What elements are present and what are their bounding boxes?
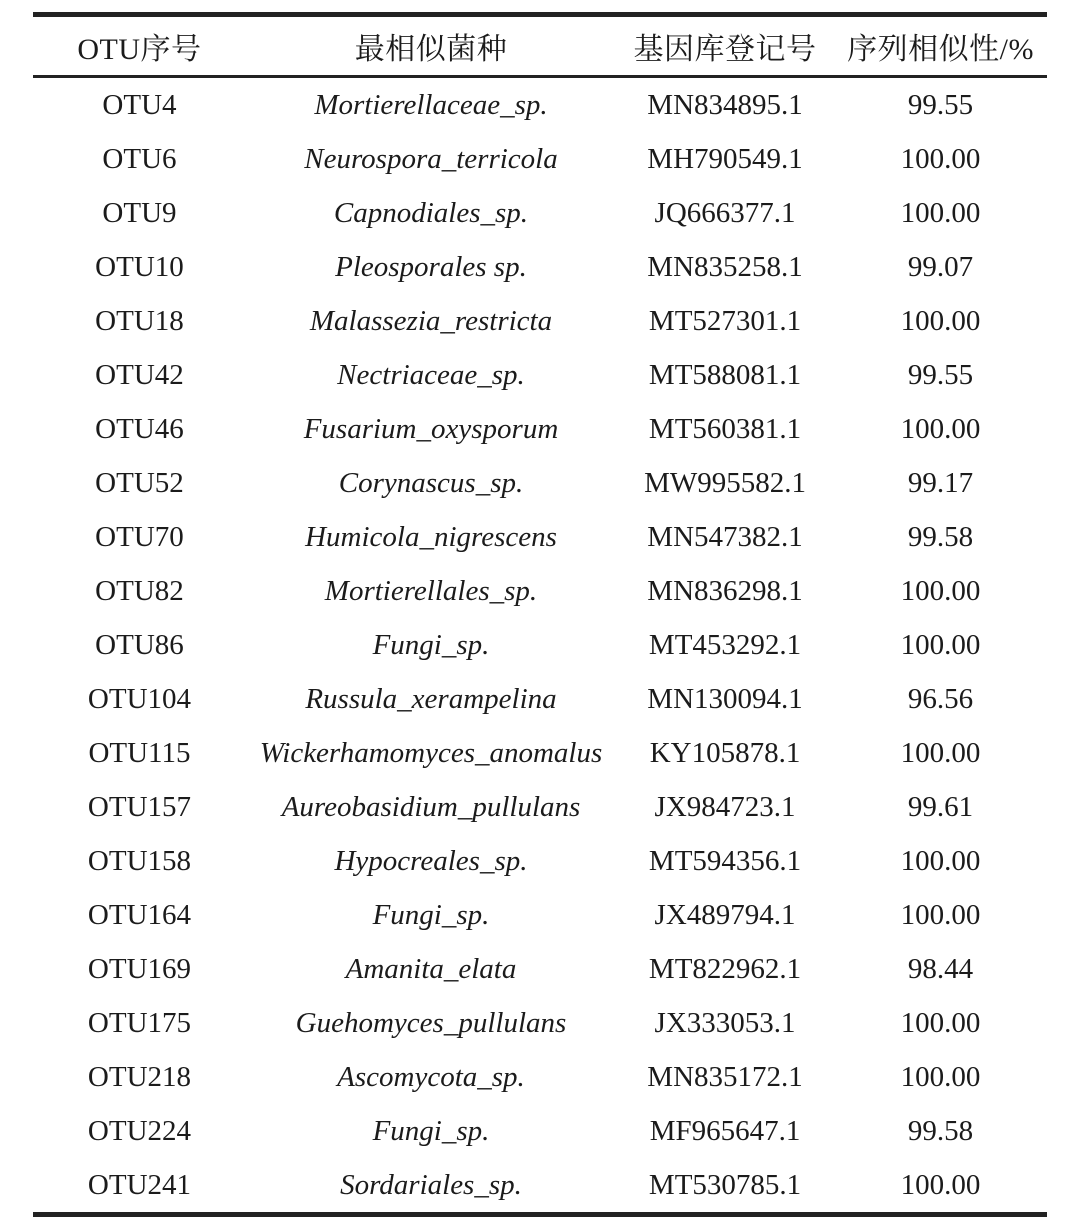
accession-cell: KY105878.1 <box>649 736 801 769</box>
species-cell: Fungi_sp. <box>372 1114 490 1147</box>
accession-cell: MT530785.1 <box>648 1168 802 1201</box>
accession-cell: MT453292.1 <box>648 628 802 661</box>
similarity-cell: 100.00 <box>900 304 981 337</box>
similarity-cell: 100.00 <box>900 898 981 931</box>
similarity-cell: 100.00 <box>900 412 981 445</box>
otu-id-cell: OTU4 <box>102 88 177 121</box>
table-row <box>33 1104 1047 1158</box>
accession-cell: MN547382.1 <box>647 520 803 553</box>
species-cell: Nectriaceae_sp. <box>337 358 525 391</box>
table-row <box>33 672 1047 726</box>
otu-id-cell: OTU42 <box>95 358 184 391</box>
species-cell: Wickerhamomyces_anomalus <box>259 736 603 769</box>
otu-id-cell: OTU157 <box>87 790 192 823</box>
table-row <box>33 186 1047 240</box>
table-row <box>33 456 1047 510</box>
similarity-cell: 100.00 <box>900 844 981 877</box>
accession-cell: MT560381.1 <box>648 412 802 445</box>
otu-id-cell: OTU175 <box>87 1006 192 1039</box>
species-cell: Guehomyces_pullulans <box>295 1006 567 1039</box>
table-row <box>33 1158 1047 1215</box>
similarity-cell: 100.00 <box>900 196 981 229</box>
table-row <box>33 1050 1047 1104</box>
similarity-cell: 99.55 <box>907 358 974 391</box>
table-row <box>33 510 1047 564</box>
similarity-cell: 100.00 <box>900 1168 981 1201</box>
accession-cell: MW995582.1 <box>644 466 806 499</box>
header-otu-id: OTU序号 <box>33 15 246 77</box>
table-row <box>33 294 1047 348</box>
table-row <box>33 942 1047 996</box>
accession-cell: MF965647.1 <box>649 1114 801 1147</box>
otu-id-cell: OTU158 <box>87 844 192 877</box>
similarity-cell: 99.17 <box>907 466 974 499</box>
similarity-cell: 99.58 <box>907 520 974 553</box>
accession-cell: MN836298.1 <box>647 574 803 607</box>
accession-cell: MN834895.1 <box>647 88 803 121</box>
header-genbank-accession: 基因库登记号 <box>616 15 834 77</box>
accession-cell: MT594356.1 <box>648 844 802 877</box>
otu-id-cell: OTU169 <box>87 952 192 985</box>
otu-id-cell: OTU18 <box>95 304 184 337</box>
similarity-cell: 100.00 <box>900 736 981 769</box>
otu-id-cell: OTU52 <box>95 466 184 499</box>
table-row <box>33 834 1047 888</box>
header-row <box>33 15 1047 77</box>
species-cell: Aureobasidium_pullulans <box>281 790 581 823</box>
otu-id-cell: OTU9 <box>102 196 177 229</box>
similarity-cell: 100.00 <box>900 574 981 607</box>
similarity-cell: 99.07 <box>907 250 974 283</box>
otu-id-cell: OTU241 <box>87 1168 192 1201</box>
otu-id-cell: OTU164 <box>87 898 192 931</box>
otu-id-cell: OTU46 <box>95 412 184 445</box>
similarity-cell: 100.00 <box>900 628 981 661</box>
species-cell: Pleosporales sp. <box>335 250 527 283</box>
accession-cell: MN835258.1 <box>647 250 803 283</box>
table-row <box>33 780 1047 834</box>
table-row <box>33 888 1047 942</box>
species-cell: Mortierellales_sp. <box>324 574 538 607</box>
species-cell: Fungi_sp. <box>372 628 490 661</box>
table-row <box>33 348 1047 402</box>
table-row <box>33 618 1047 672</box>
table-row <box>33 726 1047 780</box>
similarity-cell: 99.58 <box>907 1114 974 1147</box>
accession-cell: MN835172.1 <box>647 1060 803 1093</box>
species-cell: Fungi_sp. <box>372 898 490 931</box>
species-cell: Neurospora_terricola <box>304 142 558 175</box>
otu-id-cell: OTU224 <box>87 1114 192 1147</box>
table-row <box>33 77 1047 133</box>
species-cell: Fusarium_oxysporum <box>303 412 559 445</box>
species-cell: Sordariales_sp. <box>340 1168 522 1201</box>
species-cell: Hypocreales_sp. <box>334 844 528 877</box>
accession-cell: MH790549.1 <box>647 142 803 175</box>
otu-species-table-container <box>33 12 1047 1217</box>
species-cell: Mortierellaceae_sp. <box>314 88 548 121</box>
accession-cell: MT822962.1 <box>648 952 802 985</box>
otu-species-table <box>33 12 1047 1217</box>
table-row <box>33 402 1047 456</box>
similarity-cell: 96.56 <box>907 682 974 715</box>
otu-id-cell: OTU70 <box>95 520 184 553</box>
species-cell: Amanita_elata <box>345 952 517 985</box>
otu-id-cell: OTU82 <box>95 574 184 607</box>
accession-cell: JX333053.1 <box>654 1006 796 1039</box>
otu-id-cell: OTU218 <box>87 1060 192 1093</box>
species-cell: Capnodiales_sp. <box>333 196 529 229</box>
species-cell: Ascomycota_sp. <box>337 1060 525 1093</box>
table-header <box>33 15 1047 77</box>
accession-cell: MT588081.1 <box>648 358 802 391</box>
table-row <box>33 996 1047 1050</box>
species-cell: Malassezia_restricta <box>309 304 553 337</box>
similarity-cell: 99.55 <box>907 88 974 121</box>
accession-cell: JQ666377.1 <box>654 196 796 229</box>
otu-id-cell: OTU104 <box>87 682 192 715</box>
header-most-similar-species: 最相似菌种 <box>246 15 616 77</box>
accession-cell: MN130094.1 <box>647 682 803 715</box>
species-cell: Corynascus_sp. <box>338 466 524 499</box>
similarity-cell: 100.00 <box>900 1060 981 1093</box>
otu-id-cell: OTU10 <box>95 250 184 283</box>
header-sequence-similarity: 序列相似性/% <box>834 15 1047 77</box>
accession-cell: JX489794.1 <box>654 898 796 931</box>
accession-cell: JX984723.1 <box>654 790 796 823</box>
accession-cell: MT527301.1 <box>648 304 802 337</box>
species-cell: Russula_xerampelina <box>305 682 557 715</box>
otu-id-cell: OTU115 <box>88 736 191 769</box>
table-row <box>33 564 1047 618</box>
otu-id-cell: OTU86 <box>95 628 184 661</box>
similarity-cell: 100.00 <box>900 142 981 175</box>
similarity-cell: 98.44 <box>907 952 974 985</box>
otu-id-cell: OTU6 <box>102 142 177 175</box>
table-body <box>33 77 1047 1215</box>
species-cell: Humicola_nigrescens <box>305 520 557 553</box>
table-row <box>33 132 1047 186</box>
similarity-cell: 99.61 <box>907 790 974 823</box>
table-row <box>33 240 1047 294</box>
similarity-cell: 100.00 <box>900 1006 981 1039</box>
